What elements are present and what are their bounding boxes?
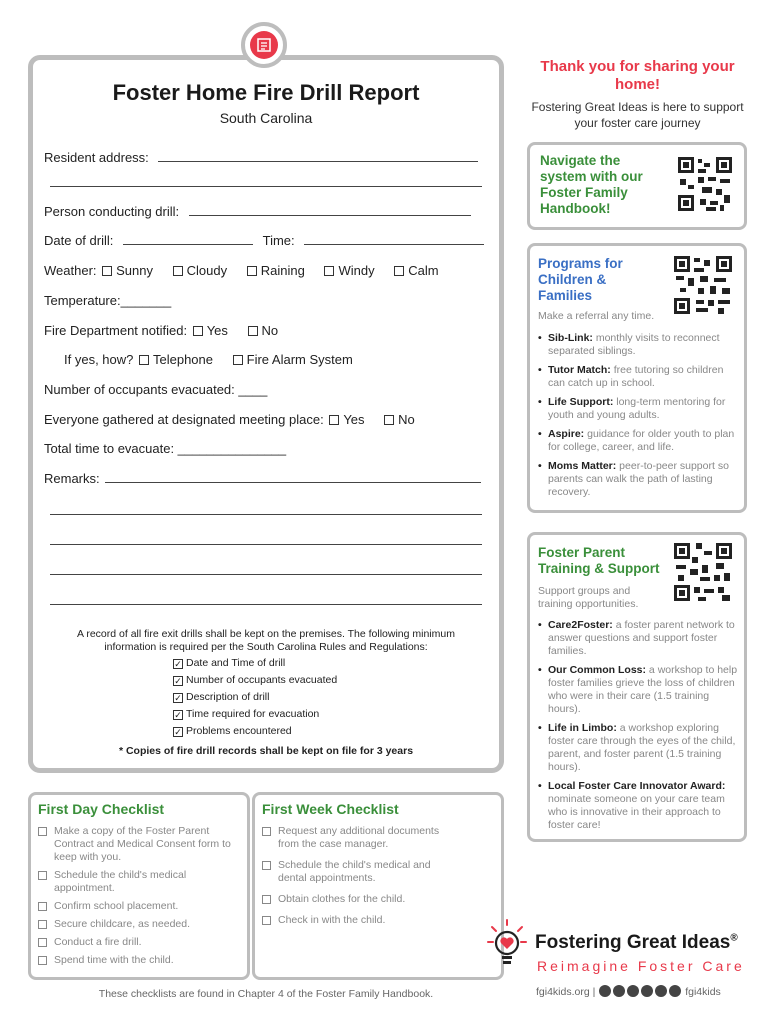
qr-code-icon[interactable] — [676, 155, 734, 213]
handbook-box — [527, 142, 747, 230]
requirement-item: ✓ Description of drill — [174, 691, 270, 703]
checkbox-icon — [38, 871, 47, 880]
checkbox-icon — [329, 415, 339, 425]
qr-code-icon[interactable] — [672, 541, 734, 603]
person-conducting-label: Person conducting drill: — [44, 204, 180, 219]
checkbox-icon — [262, 827, 271, 836]
if-yes-row — [64, 352, 367, 367]
list-item[interactable]: Confirm school placement. — [38, 900, 238, 913]
requirement-item: ✓ Time required for evacuation — [174, 708, 320, 720]
brand-name: Fostering Great Ideas® — [535, 932, 738, 953]
occupants-field[interactable]: Number of occupants evacuated: ____ — [44, 382, 268, 397]
remarks-line-2[interactable] — [50, 514, 482, 515]
facebook-icon[interactable] — [599, 985, 611, 997]
date-label: Date of drill: — [44, 233, 114, 248]
fire-dept-yes[interactable]: Yes — [191, 323, 228, 338]
pinterest-icon[interactable] — [669, 985, 681, 997]
requirement-item: ✓ Number of occupants evacuated — [174, 674, 338, 686]
list-item[interactable]: Check in with the child. — [262, 914, 442, 927]
twitter-icon[interactable] — [655, 985, 667, 997]
instagram-icon[interactable] — [613, 985, 625, 997]
list-item[interactable]: Spend time with the child. — [38, 954, 238, 967]
list-item[interactable]: Make a copy of the Foster Parent Contract and Medical Consent form to keep with you. — [38, 825, 238, 864]
checkbox-icon — [38, 827, 47, 836]
thanks-subtext: Fostering Great Ideas is here to support your foster care journey — [531, 100, 744, 130]
gathered-label: Everyone gathered at designated meeting place: — [44, 412, 324, 427]
time-label: Time: — [262, 233, 295, 248]
checkbox-icon — [38, 902, 47, 911]
list-item[interactable]: Conduct a fire drill. — [38, 936, 238, 949]
records-note: A record of all fire exit drills shall be kept on the premises. The following minimum information is required per the South Carolina Rules and Regulations: — [77, 628, 455, 653]
checkbox-icon — [102, 266, 112, 276]
checkbox-icon — [262, 861, 271, 870]
lightbulb-heart-logo-icon — [486, 918, 528, 974]
remarks-line-5[interactable] — [50, 604, 482, 605]
thanks-heading: Thank you for sharing your home! — [540, 58, 735, 93]
fire-dept-label: Fire Department notified: — [44, 323, 188, 338]
checked-box-icon: ✓ — [174, 659, 182, 669]
date-time-row — [44, 233, 484, 248]
requirement-item: ✓ Problems encountered — [174, 725, 292, 737]
checkbox-icon — [394, 266, 404, 276]
resident-address-row — [44, 150, 478, 165]
gathered-no[interactable]: No — [382, 412, 415, 427]
weather-option-cloudy[interactable]: Cloudy — [171, 263, 227, 278]
form-subtitle: South Carolina — [219, 110, 313, 126]
checkbox-icon — [193, 326, 203, 336]
list-item: • Local Foster Care Innovator Award: nominate someone on your care team who is innovative in their approach to foster care! — [538, 780, 738, 832]
first-week-list — [262, 825, 442, 932]
checkbox-icon — [384, 415, 394, 425]
notify-fire-alarm[interactable]: Fire Alarm System — [231, 352, 353, 367]
list-item: • Sib-Link: monthly visits to reconnect separated siblings. — [538, 332, 738, 358]
first-week-heading: First Week Checklist — [262, 801, 399, 817]
resident-address-field[interactable] — [158, 150, 478, 162]
training-subtext: Support groups and training opportunities. — [538, 585, 639, 610]
requirement-item: ✓ Date and Time of drill — [174, 657, 286, 669]
checked-box-icon: ✓ — [174, 710, 182, 720]
checked-box-icon: ✓ — [174, 676, 182, 686]
qr-code-icon[interactable] — [672, 254, 734, 316]
list-item[interactable]: Request any additional documents from the case manager. — [262, 825, 442, 851]
remarks-label: Remarks: — [44, 471, 100, 486]
first-day-checklist — [28, 792, 250, 980]
list-item: • Life in Limbo: a workshop exploring foster care through the eyes of the child, parent, and foster parent (1.5 training hours). — [538, 722, 738, 774]
checklist-footnote: These checklists are found in Chapter 4 of the Foster Family Handbook. — [98, 988, 434, 1000]
weather-option-calm[interactable]: Calm — [392, 263, 438, 278]
person-conducting-field[interactable] — [189, 204, 471, 216]
social-handle[interactable]: fgi4kids — [685, 986, 721, 998]
brand-links — [536, 985, 721, 998]
list-item[interactable]: Schedule the child's medical appointment. — [38, 869, 238, 895]
date-field[interactable] — [123, 233, 253, 245]
list-item: • Our Common Loss: a workshop to help foster families grieve the loss of children who were in their care (1.5 training hours). — [538, 664, 738, 716]
checkbox-icon — [324, 266, 334, 276]
requirements-list — [173, 657, 337, 742]
time-field[interactable] — [304, 233, 484, 245]
remarks-line-4[interactable] — [50, 574, 482, 575]
resident-address-label: Resident address: — [44, 150, 149, 165]
programs-subtext: Make a referral any time. — [538, 310, 655, 322]
gathered-yes[interactable]: Yes — [327, 412, 364, 427]
checkbox-icon — [247, 266, 257, 276]
notify-telephone[interactable]: Telephone — [137, 352, 213, 367]
weather-label: Weather: — [44, 263, 97, 278]
training-box — [527, 532, 747, 842]
list-item: • Moms Matter: peer-to-peer support so parents can walk the path of lasting recovery. — [538, 460, 738, 499]
first-day-list — [38, 825, 238, 972]
temperature-field[interactable]: Temperature:_______ — [44, 293, 172, 308]
programs-list — [538, 332, 738, 505]
training-heading: Foster Parent Training & Support — [538, 545, 660, 576]
linkedin-icon[interactable] — [627, 985, 639, 997]
if-yes-label: If yes, how? — [64, 352, 134, 367]
checkbox-icon — [38, 938, 47, 947]
weather-option-windy[interactable]: Windy — [322, 263, 374, 278]
gathered-row — [44, 412, 429, 427]
handbook-heading: Navigate the system with our Foster Family Handbook! — [540, 153, 643, 216]
checked-box-icon: ✓ — [174, 727, 182, 737]
website-link[interactable]: fgi4kids.org | — [536, 986, 596, 998]
list-item[interactable]: Obtain clothes for the child. — [262, 893, 442, 906]
remarks-row — [44, 471, 481, 486]
checkbox-icon — [262, 895, 271, 904]
list-item[interactable]: Schedule the child's medical and dental appointments. — [262, 859, 442, 885]
programs-box — [527, 243, 747, 513]
fire-dept-row — [44, 323, 292, 338]
list-item[interactable]: Secure childcare, as needed. — [38, 918, 238, 931]
checkbox-icon — [248, 326, 258, 336]
checklist-badge-icon — [241, 22, 287, 68]
checkbox-icon — [139, 355, 149, 365]
list-item: • Life Support: long-term mentoring for youth and young adults. — [538, 396, 738, 422]
total-time-field[interactable]: Total time to evacuate: _______________ — [44, 441, 287, 456]
resident-address-line-2[interactable] — [50, 186, 482, 187]
remarks-line-3[interactable] — [50, 544, 482, 545]
form-title: Foster Home Fire Drill Report — [112, 80, 420, 105]
weather-option-sunny[interactable]: Sunny — [100, 263, 153, 278]
programs-heading: Programs for Children & Families — [538, 256, 623, 303]
copies-note: * Copies of fire drill records shall be kept on file for 3 years — [118, 745, 414, 757]
first-day-heading: First Day Checklist — [38, 801, 165, 817]
weather-option-raining[interactable]: Raining — [245, 263, 305, 278]
first-week-checklist — [252, 792, 504, 980]
brand-tagline: Reimagine Foster Care — [537, 958, 745, 974]
list-item: • Aspire: guidance for older youth to plan for college, career, and life. — [538, 428, 738, 454]
checkbox-icon — [38, 956, 47, 965]
checkbox-icon — [38, 920, 47, 929]
checkbox-icon — [173, 266, 183, 276]
list-item: • Care2Foster: a foster parent network to answer questions and support foster families. — [538, 619, 738, 658]
weather-row — [44, 263, 453, 278]
fire-dept-no[interactable]: No — [246, 323, 279, 338]
training-list — [538, 619, 738, 838]
checked-box-icon: ✓ — [174, 693, 182, 703]
checkbox-icon — [262, 916, 271, 925]
list-item: • Tutor Match: free tutoring so children can catch up in school. — [538, 364, 738, 390]
youtube-icon[interactable] — [641, 985, 653, 997]
checkbox-icon — [233, 355, 243, 365]
remarks-field[interactable] — [105, 471, 481, 483]
person-conducting-row — [44, 204, 471, 219]
